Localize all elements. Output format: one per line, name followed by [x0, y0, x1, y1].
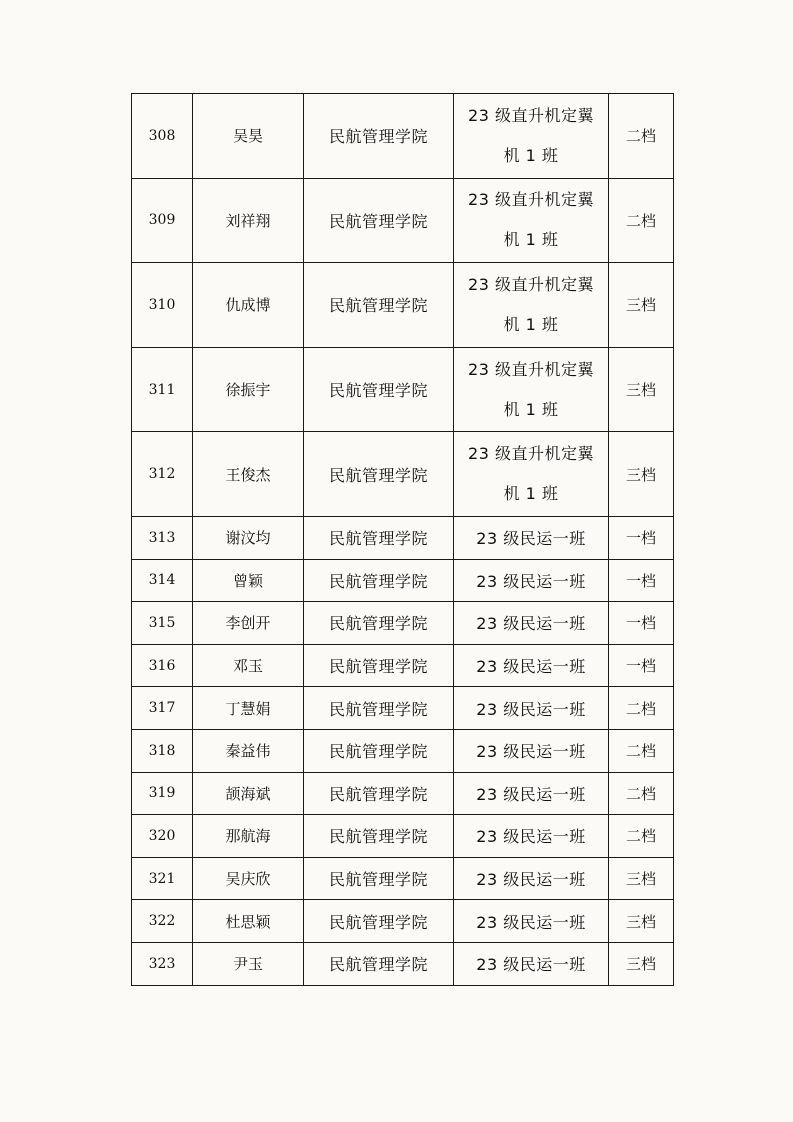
student-name: 丁慧娟 — [193, 687, 304, 730]
level: 二档 — [609, 729, 674, 772]
college-name: 民航管理学院 — [304, 900, 454, 943]
table-row — [132, 900, 674, 943]
row-number: 321 — [132, 857, 193, 900]
college-name: 民航管理学院 — [304, 815, 454, 858]
level: 三档 — [609, 263, 674, 348]
row-number: 314 — [132, 559, 193, 602]
student-name: 徐振宇 — [193, 347, 304, 432]
table-row — [132, 559, 674, 602]
row-number: 312 — [132, 432, 193, 517]
class-name: 23 级民运一班 — [454, 644, 609, 687]
college-name: 民航管理学院 — [304, 178, 454, 263]
student-name: 吴庆欣 — [193, 857, 304, 900]
level: 三档 — [609, 942, 674, 985]
college-name: 民航管理学院 — [304, 516, 454, 559]
table-row — [132, 815, 674, 858]
class-line-1: 23 级直升机定翼 — [468, 444, 594, 464]
table-row — [132, 687, 674, 730]
college-name: 民航管理学院 — [304, 602, 454, 645]
class-line-2: 机 1 班 — [503, 484, 559, 504]
college-name: 民航管理学院 — [304, 857, 454, 900]
class-line-1: 23 级直升机定翼 — [468, 190, 594, 210]
class-line-2: 机 1 班 — [503, 230, 559, 250]
level: 三档 — [609, 432, 674, 517]
student-table — [131, 93, 674, 986]
table-row — [132, 602, 674, 645]
student-name: 邓玉 — [193, 644, 304, 687]
college-name: 民航管理学院 — [304, 432, 454, 517]
college-name: 民航管理学院 — [304, 687, 454, 730]
class-name: 23 级民运一班 — [454, 729, 609, 772]
class-line-1: 23 级直升机定翼 — [468, 105, 594, 125]
class-name: 23 级民运一班 — [454, 815, 609, 858]
level: 二档 — [609, 815, 674, 858]
college-name: 民航管理学院 — [304, 94, 454, 179]
level: 一档 — [609, 602, 674, 645]
college-name: 民航管理学院 — [304, 942, 454, 985]
student-name: 吴昊 — [193, 94, 304, 179]
college-name: 民航管理学院 — [304, 559, 454, 602]
table-row — [132, 942, 674, 985]
class-name: 23 级民运一班 — [454, 602, 609, 645]
row-number: 310 — [132, 263, 193, 348]
level: 三档 — [609, 900, 674, 943]
row-number: 316 — [132, 644, 193, 687]
table-row — [132, 516, 674, 559]
table-row — [132, 857, 674, 900]
student-name: 秦益伟 — [193, 729, 304, 772]
class-name: 23 级民运一班 — [454, 942, 609, 985]
row-number: 317 — [132, 687, 193, 730]
student-name: 王俊杰 — [193, 432, 304, 517]
class-name — [454, 178, 609, 263]
college-name: 民航管理学院 — [304, 772, 454, 815]
level: 二档 — [609, 94, 674, 179]
table-row — [132, 644, 674, 687]
table-row — [132, 347, 674, 432]
level: 二档 — [609, 178, 674, 263]
student-name: 那航海 — [193, 815, 304, 858]
student-name: 李创开 — [193, 602, 304, 645]
level: 一档 — [609, 559, 674, 602]
table-row — [132, 94, 674, 179]
row-number: 315 — [132, 602, 193, 645]
row-number: 311 — [132, 347, 193, 432]
level: 二档 — [609, 772, 674, 815]
row-number: 308 — [132, 94, 193, 179]
table-row — [132, 772, 674, 815]
class-line-1: 23 级直升机定翼 — [468, 359, 594, 379]
class-name: 23 级民运一班 — [454, 516, 609, 559]
class-line-2: 机 1 班 — [503, 399, 559, 419]
row-number: 319 — [132, 772, 193, 815]
student-name: 杜思颖 — [193, 900, 304, 943]
college-name: 民航管理学院 — [304, 263, 454, 348]
table-row — [132, 178, 674, 263]
row-number: 318 — [132, 729, 193, 772]
class-line-2: 机 1 班 — [503, 145, 559, 165]
row-number: 313 — [132, 516, 193, 559]
class-name — [454, 432, 609, 517]
class-name: 23 级民运一班 — [454, 772, 609, 815]
level: 一档 — [609, 516, 674, 559]
student-name: 曾颖 — [193, 559, 304, 602]
row-number: 320 — [132, 815, 193, 858]
college-name: 民航管理学院 — [304, 347, 454, 432]
level: 二档 — [609, 687, 674, 730]
table-row — [132, 729, 674, 772]
row-number: 323 — [132, 942, 193, 985]
level: 一档 — [609, 644, 674, 687]
table-row — [132, 432, 674, 517]
class-name — [454, 347, 609, 432]
student-name: 刘祥翔 — [193, 178, 304, 263]
class-line-2: 机 1 班 — [503, 314, 559, 334]
class-name: 23 级民运一班 — [454, 687, 609, 730]
class-name — [454, 263, 609, 348]
student-table-body — [132, 94, 674, 986]
class-name — [454, 94, 609, 179]
student-name: 仇成博 — [193, 263, 304, 348]
level: 三档 — [609, 347, 674, 432]
college-name: 民航管理学院 — [304, 644, 454, 687]
class-name: 23 级民运一班 — [454, 559, 609, 602]
student-name: 尹玉 — [193, 942, 304, 985]
row-number: 309 — [132, 178, 193, 263]
row-number: 322 — [132, 900, 193, 943]
class-name: 23 级民运一班 — [454, 900, 609, 943]
class-line-1: 23 级直升机定翼 — [468, 274, 594, 294]
student-name: 谢汶均 — [193, 516, 304, 559]
level: 三档 — [609, 857, 674, 900]
table-row — [132, 263, 674, 348]
college-name: 民航管理学院 — [304, 729, 454, 772]
class-name: 23 级民运一班 — [454, 857, 609, 900]
student-name: 颉海斌 — [193, 772, 304, 815]
